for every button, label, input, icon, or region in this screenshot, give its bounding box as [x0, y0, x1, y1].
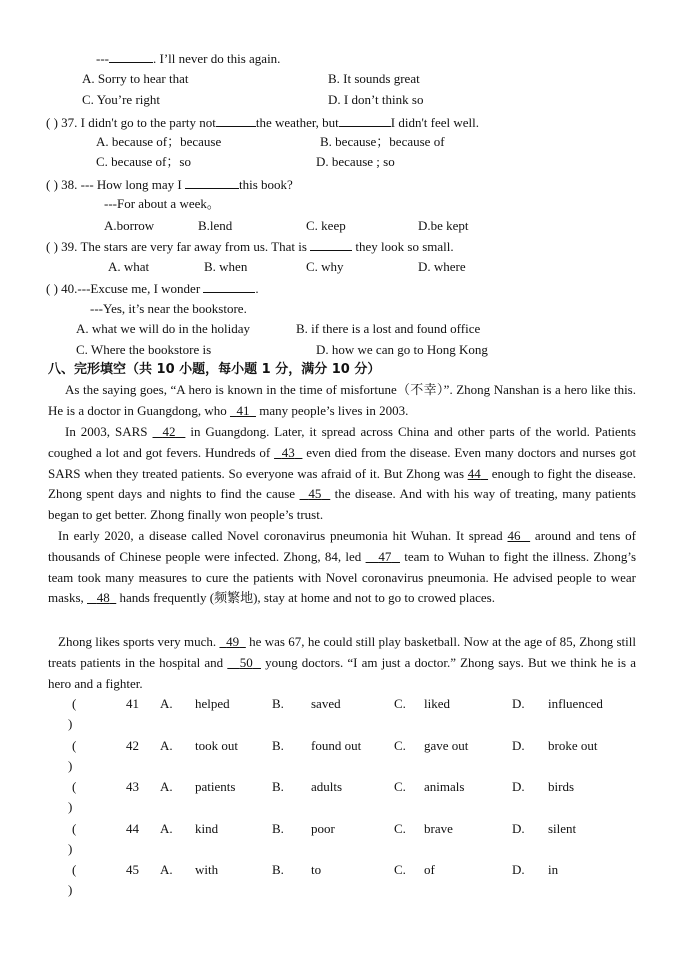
- option-b: B. because；because of: [320, 134, 445, 149]
- choice-a[interactable]: kind: [195, 821, 219, 836]
- choice-d[interactable]: silent: [548, 821, 577, 836]
- letter-b: B.: [272, 696, 284, 711]
- choice-d[interactable]: influenced: [548, 696, 603, 711]
- letter-c: C.: [394, 862, 406, 877]
- letter-a: A.: [160, 696, 173, 711]
- blank-47[interactable]: 47: [378, 548, 392, 564]
- letter-d: D.: [512, 862, 525, 877]
- letter-b: B.: [272, 821, 284, 836]
- answer-blank[interactable]: [339, 114, 391, 127]
- option-c: C. because of；so: [96, 154, 191, 169]
- answer-paren-open[interactable]: (: [72, 696, 77, 711]
- choice-d[interactable]: birds: [548, 779, 574, 794]
- blank-41[interactable]: 41: [236, 402, 250, 418]
- letter-b: B.: [272, 779, 284, 794]
- answer-paren[interactable]: ( ): [46, 239, 58, 254]
- answer-paren-open[interactable]: (: [72, 821, 77, 836]
- choice-b[interactable]: adults: [311, 779, 343, 794]
- option-d: D.be kept: [418, 218, 469, 233]
- letter-a: A.: [160, 821, 173, 836]
- reply-38: ---For about a week。: [104, 196, 220, 211]
- blank-44[interactable]: 44: [467, 465, 481, 481]
- answer-blank[interactable]: [310, 238, 352, 251]
- row-number: 45: [126, 862, 139, 877]
- letter-d: D.: [512, 821, 525, 836]
- blank-42[interactable]: 42: [162, 424, 176, 439]
- choice-d[interactable]: in: [548, 862, 559, 877]
- letter-c: C.: [394, 738, 406, 753]
- row-number: 43: [126, 779, 139, 794]
- option-a: A. Sorry to hear that: [82, 71, 189, 86]
- row-number: 42: [126, 738, 139, 753]
- answer-paren[interactable]: ( ): [46, 281, 58, 296]
- answer-blank[interactable]: [203, 280, 255, 293]
- blank-49[interactable]: 49: [226, 634, 240, 649]
- answer-paren-close: ): [68, 841, 73, 856]
- passage-paragraph-2: In 2003, SARS 42 in Guangdong. Later, it spread across China and other parts of the world. Patients coughed a lot and got fevers. Hundreds of 43 even died from the disease. Even many doctors and nurses got SARS when they treated patients. So everyone was afraid of it. But Zhong was 44 enough to fight the disease. Zhong spent days and nights to find the cause 45 the disease. And with his way of treating, many patients began to get better. Zhong finally won people’s trust.: [48, 424, 637, 523]
- answer-blank[interactable]: [109, 50, 153, 63]
- choice-c[interactable]: animals: [424, 779, 465, 794]
- letter-c: C.: [394, 821, 406, 836]
- option-b: B. if there is a lost and found office: [296, 321, 481, 336]
- choice-b[interactable]: poor: [311, 821, 335, 836]
- question-37: ( ) 37. I didn't go to the party not the weather, but I didn't feel well.: [46, 115, 480, 130]
- option-a: A.borrow: [104, 218, 155, 233]
- letter-d: D.: [512, 696, 525, 711]
- row-number: 41: [126, 696, 139, 711]
- letter-a: A.: [160, 738, 173, 753]
- choice-a[interactable]: patients: [195, 779, 236, 794]
- choice-d[interactable]: broke out: [548, 738, 598, 753]
- option-a: A. what: [108, 259, 150, 274]
- choice-a[interactable]: took out: [195, 738, 238, 753]
- choice-c[interactable]: gave out: [424, 738, 469, 753]
- choice-b[interactable]: to: [311, 862, 322, 877]
- option-c: C. Where the bookstore is: [76, 342, 212, 357]
- option-a: A. what we will do in the holiday: [76, 321, 251, 336]
- blank-43[interactable]: 43: [281, 444, 295, 460]
- answer-paren[interactable]: ( ): [46, 115, 58, 130]
- question-39: ( ) 39. The stars are very far away from us. That is they look so small.: [46, 239, 454, 254]
- blank-45[interactable]: 45: [308, 486, 322, 502]
- letter-d: D.: [512, 779, 525, 794]
- option-d: D. because ; so: [316, 154, 395, 169]
- reply-40: ---Yes, it’s near the bookstore.: [90, 301, 247, 316]
- answer-paren-open[interactable]: (: [72, 862, 77, 877]
- answer-paren-close: ): [68, 716, 73, 731]
- blank-50[interactable]: 50: [239, 654, 253, 670]
- option-b: B. It sounds great: [328, 71, 420, 86]
- option-c: C. why: [306, 259, 344, 274]
- answer-paren-close: ): [68, 882, 73, 897]
- section-heading: 八、完形填空（共 10 小题，每小题 1 分，满分 10 分）: [48, 362, 381, 377]
- answer-blank[interactable]: [216, 114, 256, 127]
- letter-c: C.: [394, 779, 406, 794]
- answer-paren-open[interactable]: (: [72, 779, 77, 794]
- q36-line: --- . I’ll never do this again.: [96, 51, 281, 66]
- option-c: C. keep: [306, 218, 346, 233]
- blank-48[interactable]: 48: [96, 590, 110, 606]
- letter-c: C.: [394, 696, 406, 711]
- answer-paren[interactable]: ( ): [46, 177, 58, 192]
- blank-46[interactable]: 46: [507, 528, 521, 543]
- letter-a: A.: [160, 779, 173, 794]
- passage-paragraph-3: In early 2020, a disease called Novel coronavirus pneumonia hit Wuhan. It spread 46 around and tens of thousands of Chinese people were infected. Zhong, 84, led 47 team to Wuhan to fight the illness. Zhong’s team took many measures to cure the patients with Novel coronavirus pneumonia. He advised people to wear masks, 48 hands frequently (频繁地), stay at home and not to go to crowed places.: [48, 528, 637, 606]
- letter-b: B.: [272, 738, 284, 753]
- answer-blank[interactable]: [185, 176, 239, 189]
- row-number: 44: [126, 821, 139, 836]
- option-b: B.lend: [198, 218, 233, 233]
- option-d: D. where: [418, 259, 466, 274]
- question-40: ( ) 40.---Excuse me, I wonder .: [46, 281, 259, 296]
- choice-c[interactable]: of: [424, 862, 435, 877]
- option-d: D. how we can go to Hong Kong: [316, 342, 488, 357]
- answer-paren-open[interactable]: (: [72, 738, 77, 753]
- option-d: D. I don’t think so: [328, 92, 424, 107]
- choice-a[interactable]: helped: [195, 696, 230, 711]
- option-b: B. when: [204, 259, 248, 274]
- answer-paren-close: ): [68, 758, 73, 773]
- choice-a[interactable]: with: [195, 862, 219, 877]
- choice-b[interactable]: found out: [311, 738, 362, 753]
- choice-c[interactable]: brave: [424, 821, 453, 836]
- option-c: C. You’re right: [82, 92, 161, 107]
- letter-d: D.: [512, 738, 525, 753]
- passage-paragraph-4: Zhong likes sports very much. 49 he was 67, he could still play basketball. Now at the age of 85, Zhong still treats patients in the hospital and 50 young doctors. “I am just a doctor.” Zhong says. But we think he is a hero and a fighter.: [48, 634, 637, 691]
- question-38: ( ) 38. --- How long may I this book?: [46, 177, 293, 192]
- letter-b: B.: [272, 862, 284, 877]
- answer-paren-close: ): [68, 799, 73, 814]
- choice-c[interactable]: liked: [424, 696, 450, 711]
- option-a: A. because of；because: [96, 134, 222, 149]
- letter-a: A.: [160, 862, 173, 877]
- choice-b[interactable]: saved: [311, 696, 341, 711]
- passage-paragraph-1: As the saying goes, “A hero is known in the time of misfortune（不幸）”. Zhong Nanshan is a hero like this. He is a doctor in Guangdong, who 41 many people’s lives in 2003.: [48, 382, 636, 418]
